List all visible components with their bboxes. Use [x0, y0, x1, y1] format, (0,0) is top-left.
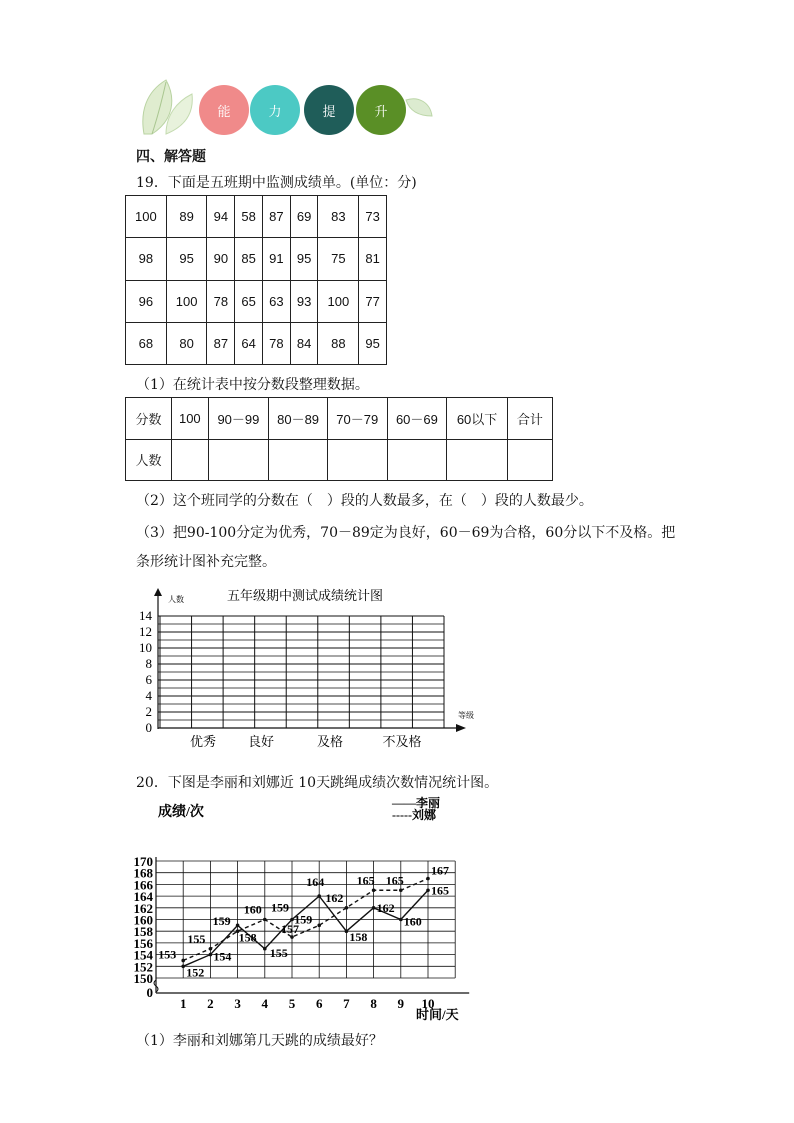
score-table	[125, 195, 387, 365]
line-x-tick-label: 3	[234, 996, 241, 1011]
tally-answer-cell[interactable]	[447, 439, 508, 481]
line-y-tick-label: 164	[133, 889, 153, 905]
table-row	[126, 280, 387, 322]
score-cell: 88	[318, 322, 359, 364]
line-y-tick-label: 0	[146, 985, 153, 1000]
score-cell: 77	[359, 280, 387, 322]
q19-part2: （2）这个班同学的分数在（ ）段的人数最多，在（ ）段的人数最少。	[136, 493, 593, 509]
tally-header-cell: 60以下	[447, 398, 508, 440]
data-label: 154	[213, 949, 232, 964]
line-y-tick-label: 170	[133, 854, 153, 869]
data-label: 159	[294, 912, 313, 927]
data-point	[317, 894, 321, 898]
data-label: 155	[187, 931, 206, 946]
score-cell: 63	[262, 280, 290, 322]
bar-y-tick-label: 4	[145, 688, 152, 703]
data-label: 157	[281, 922, 299, 937]
data-point	[399, 888, 403, 892]
score-cell: 81	[359, 238, 387, 280]
tally-answer-cell[interactable]	[327, 439, 387, 481]
section-title: 四、解答题	[136, 149, 206, 165]
data-label: 165	[431, 883, 449, 898]
q20-part1: （1）李丽和刘娜第几天跳的成绩最好？	[136, 1033, 383, 1049]
badge-neng: 能	[199, 85, 249, 135]
score-cell: 95	[290, 238, 318, 280]
table-row	[126, 238, 387, 280]
q19-part3-line1: （3）把90-100分定为优秀，70－89定为良好，60－69为合格，60分以下不及格。把	[136, 525, 676, 541]
line-y-tick-label: 160	[133, 912, 153, 928]
score-cell: 89	[166, 196, 207, 238]
score-cell: 65	[235, 280, 263, 322]
bar-y-tick-label: 14	[139, 608, 152, 623]
data-point	[345, 906, 349, 910]
score-cell: 93	[290, 280, 318, 322]
line-y-tick-label: 158	[133, 924, 153, 940]
badge-ti: 提	[304, 85, 354, 135]
bar-y-tick-label: 0	[145, 720, 152, 735]
line-x-tick-label: 2	[207, 996, 214, 1011]
line-y-axis-label: 成绩/次	[158, 805, 204, 820]
data-label: 159	[271, 900, 289, 915]
small-leaf-icon	[404, 96, 434, 120]
data-point	[426, 877, 430, 881]
data-point	[317, 924, 321, 928]
line-y-tick-label: 154	[133, 947, 153, 963]
line-y-tick-label: 156	[133, 935, 153, 951]
data-label: 160	[403, 914, 422, 929]
score-cell: 100	[126, 196, 167, 238]
q19-part3-line2: 条形统计图补充完整。	[136, 554, 276, 570]
line-y-tick-label: 150	[133, 971, 153, 986]
data-label: 165	[385, 873, 404, 888]
score-cell: 87	[262, 196, 290, 238]
bar-chart-xlabel: 等级	[458, 711, 474, 720]
data-point	[181, 959, 185, 963]
tally-answer-cell[interactable]	[172, 439, 209, 481]
score-cell: 58	[235, 196, 263, 238]
score-cell: 90	[207, 238, 235, 280]
data-point	[181, 965, 185, 969]
bar-x-arrow-icon	[456, 724, 466, 732]
score-cell: 98	[126, 238, 167, 280]
data-label: 153	[158, 947, 177, 962]
data-point	[209, 953, 213, 957]
line-y-tick-label: 166	[133, 877, 153, 893]
line-x-tick-label: 6	[315, 996, 323, 1011]
tally-header-cell: 70－79	[327, 398, 387, 440]
score-cell: 73	[359, 196, 387, 238]
tally-row-label: 人数	[126, 439, 172, 481]
score-cell: 78	[207, 280, 235, 322]
tally-answer-cell[interactable]	[269, 439, 328, 481]
tally-answer-cell[interactable]	[208, 439, 269, 481]
data-label: 165	[356, 873, 375, 888]
data-label: 158	[238, 930, 257, 945]
bar-category-label: 不及格	[382, 734, 422, 749]
score-cell: 85	[235, 238, 263, 280]
data-point	[209, 947, 213, 951]
bar-chart-title: 五年级期中测试成绩统计图	[226, 588, 384, 603]
table-row	[126, 322, 387, 364]
leaf-decoration-icon	[136, 76, 196, 136]
bar-category-label: 及格	[316, 734, 344, 749]
score-cell: 80	[166, 322, 207, 364]
tally-table	[125, 397, 553, 481]
bar-y-tick-label: 10	[139, 640, 152, 655]
data-label: 162	[376, 900, 395, 915]
tally-header-cell: 分数	[126, 398, 172, 440]
table-row	[126, 196, 387, 238]
legend-entry: ——李丽	[392, 796, 441, 810]
score-cell: 94	[207, 196, 235, 238]
line-x-tick-label: 10	[421, 996, 435, 1011]
data-label: 158	[349, 930, 368, 945]
q19-title: 19．下面是五班期中监测成绩单。(单位：分)	[136, 175, 417, 191]
score-cell: 75	[318, 238, 359, 280]
tally-header-cell: 90－99	[208, 398, 269, 440]
bar-chart-ylabel: 人数	[168, 595, 184, 604]
score-cell: 95	[166, 238, 207, 280]
line-x-tick-label: 7	[343, 996, 350, 1011]
bar-chart	[130, 580, 480, 752]
line-x-tick-label: 8	[370, 996, 377, 1011]
score-cell: 95	[359, 322, 387, 364]
score-cell: 78	[262, 322, 290, 364]
badge-sheng: 升	[356, 85, 406, 135]
tally-header-cell: 100	[172, 398, 209, 440]
bar-y-tick-label: 6	[145, 672, 152, 687]
bar-y-arrow-icon	[154, 588, 162, 596]
data-point	[263, 947, 267, 951]
data-label: 164	[306, 875, 325, 890]
q19-part1: （1）在统计表中按分数段整理数据。	[136, 377, 369, 393]
tally-header-cell: 60－69	[387, 398, 447, 440]
score-cell: 100	[166, 280, 207, 322]
bar-y-tick-label: 8	[145, 656, 152, 671]
data-point	[399, 918, 403, 922]
data-point	[263, 918, 267, 922]
data-label: 162	[325, 890, 344, 905]
bar-y-tick-label: 12	[139, 624, 152, 639]
line-y-tick-label: 162	[133, 900, 153, 916]
q20-title: 20．下图是李丽和刘娜近 10天跳绳成绩次数情况统计图。	[136, 775, 499, 791]
data-label: 167	[431, 863, 449, 878]
data-label: 160	[243, 902, 262, 917]
line-x-axis-label: 时间/天	[416, 1007, 459, 1022]
tally-answer-cell[interactable]	[387, 439, 447, 481]
score-cell: 84	[290, 322, 318, 364]
data-label: 155	[269, 945, 288, 960]
line-x-tick-label: 4	[261, 996, 269, 1011]
data-point	[372, 888, 376, 892]
data-label: 159	[212, 914, 231, 929]
legend-entry: -----刘娜	[392, 808, 436, 822]
score-cell: 69	[290, 196, 318, 238]
data-point	[345, 929, 349, 933]
data-point	[236, 924, 240, 928]
badge-li: 力	[250, 85, 300, 135]
data-point	[426, 888, 430, 892]
line-chart	[130, 795, 480, 1025]
line-y-tick-label: 168	[133, 865, 153, 881]
score-cell: 64	[235, 322, 263, 364]
bar-category-label: 良好	[247, 734, 275, 749]
tally-answer-cell[interactable]	[507, 439, 552, 481]
bar-category-label: 优秀	[189, 734, 217, 749]
line-x-tick-label: 1	[179, 996, 187, 1011]
score-cell: 83	[318, 196, 359, 238]
score-cell: 100	[318, 280, 359, 322]
score-cell: 96	[126, 280, 167, 322]
line-x-tick-label: 9	[397, 996, 405, 1011]
score-cell: 68	[126, 322, 167, 364]
data-label: 152	[186, 965, 205, 980]
line-y-tick-label: 152	[133, 959, 153, 975]
bar-y-tick-label: 2	[145, 704, 152, 719]
tally-header-cell: 80－89	[269, 398, 328, 440]
tally-header-cell: 合计	[507, 398, 552, 440]
line-x-tick-label: 5	[288, 996, 296, 1011]
data-point	[372, 906, 376, 910]
score-cell: 91	[262, 238, 290, 280]
score-cell: 87	[207, 322, 235, 364]
